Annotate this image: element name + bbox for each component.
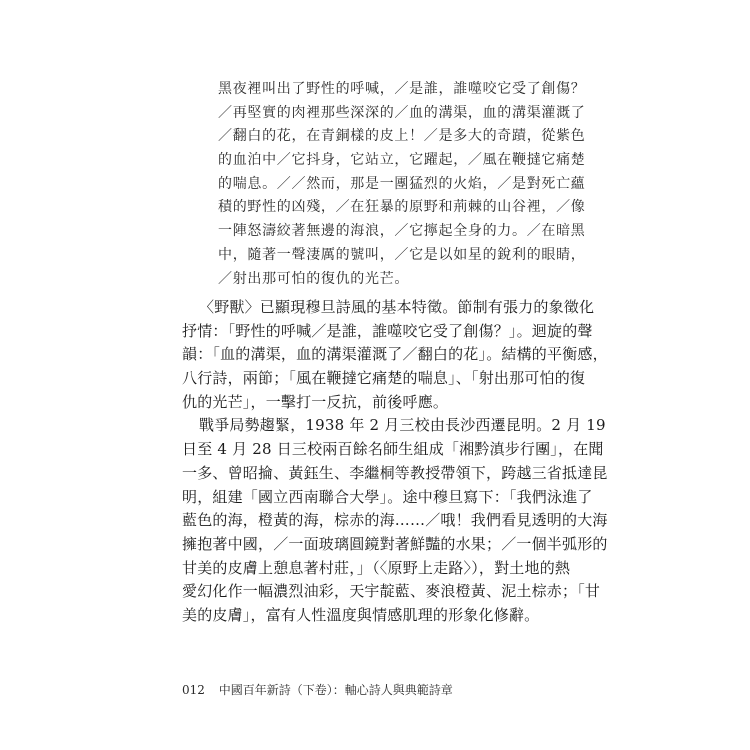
body-text: [182, 296, 608, 628]
page-footer: [182, 682, 453, 698]
quote-line: 的喘息。／／然而，那是一團猛烈的火焰，／是對死亡蘊: [218, 175, 586, 192]
quote-line: 中，隨著一聲淒厲的號叫，／它是以如星的銳利的眼睛，: [218, 246, 586, 263]
page-number: 012: [182, 683, 205, 697]
paragraph-1: [182, 296, 608, 414]
quote-line: 一陣怒濤絞著無邊的海浪，／它擰起全身的力。／在暗黑: [218, 223, 586, 240]
quote-line: ／翻白的花，在青銅樣的皮上！／是多大的奇蹟，從紫色: [218, 128, 586, 145]
quote-line: ／再堅實的肉裡那些深深的／血的溝渠，血的溝渠灌溉了: [218, 104, 586, 121]
body-line: 明，組建「國立西南聯合大學」。途中穆旦寫下：「我們泳進了: [182, 487, 593, 506]
body-line: 八行詩，兩節；「風在鞭撻它痛楚的喘息」、「射出那可怕的復: [182, 369, 586, 388]
body-line: 〈野獸〉已顯現穆旦詩風的基本特徵。節制有張力的象徵化: [199, 298, 595, 316]
body-line: 仇的光芒」，一擊打一反抗，前後呼應。: [182, 392, 449, 411]
quote-line: 積的野性的凶殘，／在狂暴的原野和荊棘的山谷裡，／像: [218, 199, 586, 216]
body-line: 甘美的皮膚上憩息著村莊，」（〈原野上走路〉），對土地的熱: [182, 558, 571, 577]
paragraph-2: [182, 414, 608, 627]
quote-line: 的血泊中／它抖身，它站立，它躍起，／風在鞭撻它痛楚: [218, 152, 586, 169]
body-line: 日至 4 月 28 日三校兩百餘名師生組成「湘黔滇步行團」，在聞: [182, 440, 604, 459]
running-title: 中國百年新詩（下卷）：軸心詩人與典範詩章: [218, 683, 453, 697]
body-line: 一多、曾昭掄、黃鈺生、李繼桐等教授帶領下，跨越三省抵達昆: [182, 463, 608, 482]
body-line: 韻：「血的溝渠，血的溝渠灌溉了／翻白的花」。結構的平衡感，: [182, 345, 608, 364]
body-line: 藍色的海，橙黃的海，棕赤的海……／哦！我們看見透明的大海: [182, 511, 608, 530]
quote-line: ／射出那可怕的復仇的光芒。: [218, 270, 410, 287]
body-line: 擁抱著中國，／一面玻璃圓鏡對著鮮豔的水果；／一個半弧形的: [182, 534, 608, 553]
quote-line: 黑夜裡叫出了野性的呼喊，／是誰，誰噬咬它受了創傷？: [218, 81, 586, 97]
body-line: 美的皮膚」，富有人性溫度與情感肌理的形象化修辭。: [182, 605, 540, 624]
body-line: 戰爭局勢趨緊，1938 年 2 月三校由長沙西遷昆明。2 月 19: [199, 416, 606, 435]
body-line: 抒情：「野性的呼喊／是誰，誰噬咬它受了創傷？」。迴旋的聲: [182, 321, 593, 340]
body-line: 愛幻化作一幅濃烈油彩，天宇靛藍、麥浪橙黃、泥土棕赤；「甘: [182, 582, 601, 601]
poem-quote-block: [218, 78, 586, 291]
